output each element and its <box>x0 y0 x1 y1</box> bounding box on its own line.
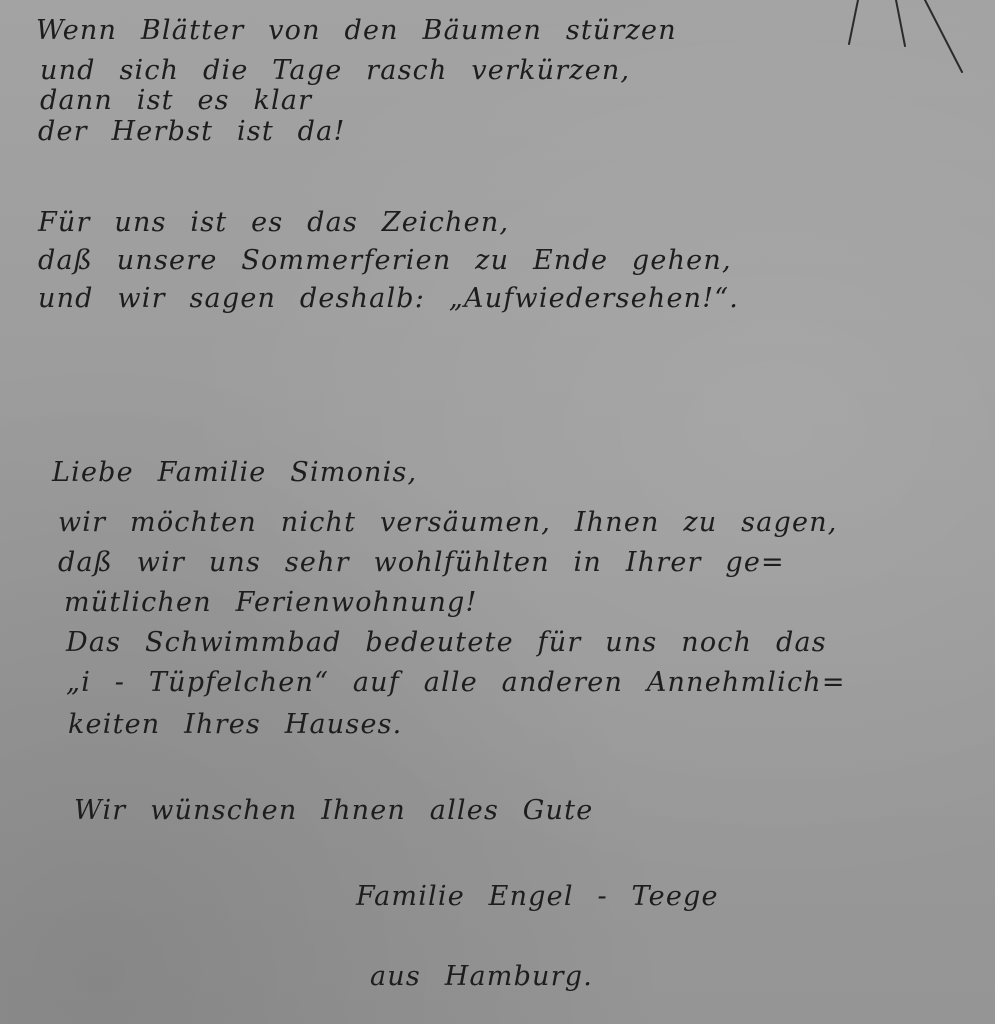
verse-line-4: der Herbst ist da! <box>38 116 346 147</box>
origin-line: aus Hamburg. <box>370 961 594 992</box>
body-line-1: wir möchten nicht versäumen, Ihnen zu sagen, <box>58 507 838 538</box>
closing-line: Wir wünschen Ihnen alles Gute <box>74 795 594 826</box>
verse-line-5: Für uns ist es das Zeichen, <box>38 207 510 238</box>
body-line-3: mütlichen Ferienwohnung! <box>64 587 478 618</box>
verse-line-3: dann ist es klar <box>40 85 313 116</box>
verse-line-1: Wenn Blätter von den Bäumen stürzen <box>36 15 677 46</box>
body-line-6: keiten Ihres Hauses. <box>68 709 403 740</box>
signature: Familie Engel - Teege <box>356 881 719 912</box>
body-line-4: Das Schwimmbad bedeutete für uns noch das <box>66 627 827 658</box>
body-line-2: daß wir uns sehr wohlfühlten in Ihrer ge= <box>58 547 785 578</box>
verse-line-7: und wir sagen deshalb: „Aufwiedersehen!“. <box>38 283 740 314</box>
salutation: Liebe Familie Simonis, <box>52 457 418 488</box>
verse-line-6: daß unsere Sommerferien zu Ende gehen, <box>38 245 732 276</box>
verse-line-2: und sich die Tage rasch verkürzen, <box>40 55 631 86</box>
body-line-5: „i - Tüpfelchen“ auf alle anderen Annehmlich= <box>66 667 846 698</box>
